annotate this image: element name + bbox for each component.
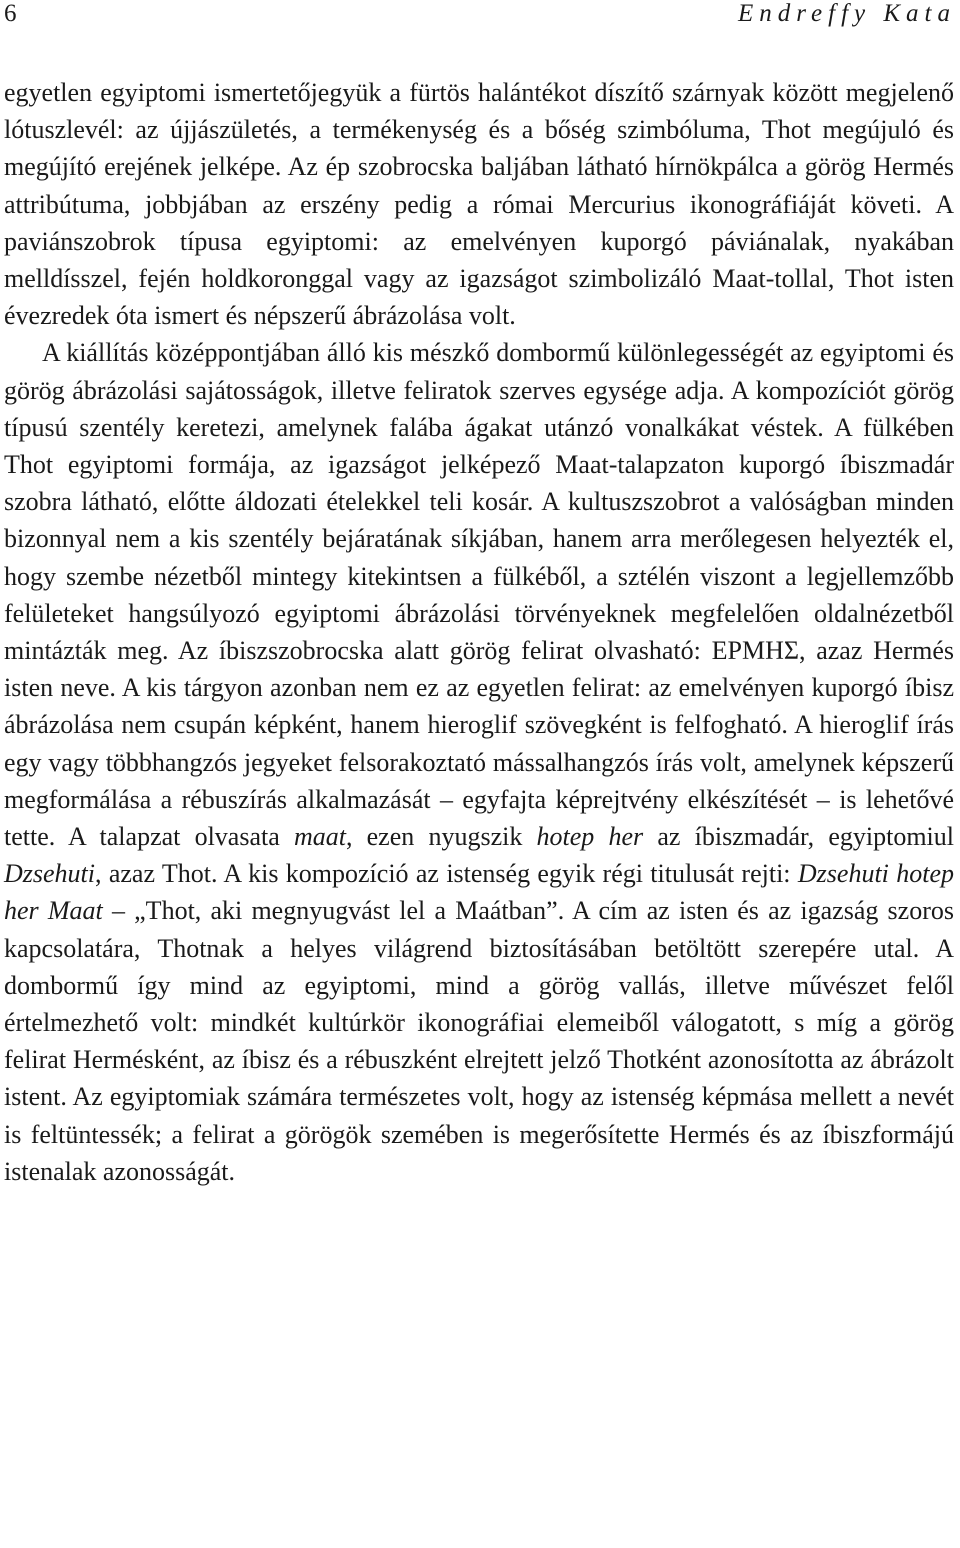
italic-term: hotep her	[536, 822, 644, 852]
text-run: az íbiszmadár, egyiptomiul	[643, 822, 954, 852]
text-run: A kiállítás középpontjában álló kis mészkő dombormű különlegességét az egyiptomi és görög ábrázolási sajátosságok, illetve feliratok szerves egysége adja. A kompozíciót görög típusú szentély keretezi, amelynek falába ágakat utánzó vonalkákat véstek. A fülkében Thot egyiptomi formája, az igazságot jelképező Maat-talapzaton kuporgó íbiszmadár szobra látható, előtte áldozati ételekkel teli kosár. A kultuszszobrot a valóságban minden bizonnyal nem a kis szentély bejáratának síkjában, hanem arra merőlegesen helyezték el, hogy szembe nézetből mintegy kitekintsen a fülkéből, a sztélén viszont a legjellemzőbb felületeket hangsúlyozó egyiptomi ábrázolási törvényeknek megfelelően oldalnézetből mintázták meg. Az íbiszszobrocska alatt görög felirat olvasható: ΕΡΜΗΣ, azaz Hermés isten neve. A kis tárgyon azonban nem ez az egyetlen felirat: az emelvényen kuporgó íbisz ábrázolása nem csupán képként, hanem hieroglif szövegként is felfogható. A hieroglif írás egy vagy többhangzós jegyeket felsorakoztató mássalhangzós írás volt, amelynek képszerű megformálása a rébuszírás alkalmazását – egyfajta képrejtvény elkészítését – is lehetővé tette. A talapzat olvasata	[4, 338, 954, 852]
italic-term: Dzsehuti	[4, 859, 95, 889]
paragraph	[4, 334, 954, 1190]
italic-term: Dzsehuti hotep her Maat	[4, 859, 955, 926]
running-head-author: Endreffy Kata	[737, 0, 956, 27]
body-text	[4, 74, 954, 1190]
text-run: , azaz Thot. A kis kompozíció az istenség egyik régi titulusát rejti:	[95, 859, 798, 889]
paragraph	[4, 74, 954, 334]
running-head	[4, 0, 956, 30]
italic-term: maat	[293, 822, 346, 852]
text-run: egyetlen egyiptomi ismertetőjegyük a fürtös halántékot díszítő szárnyak között megjelenő lótuszlevél: az újjászületés, a termékenység és a bőség szimbóluma, Thot megújuló és megújító erejének jelképe. Az ép szobrocska baljában látható hírnökpálca a görög Hermés attribútuma, jobbjában az erszény pedig a római Mercurius ikonográfiáját követi. A paviánszobrok típusa egyiptomi: az emelvényen kuporgó páviánalak, nyakában melldísszel, fején holdkoronggal vagy az igazságot szimbolizáló Maat-tollal, Thot isten évezredek óta ismert és népszerű ábrázolása volt.	[4, 78, 954, 331]
text-run: , ezen nyugszik	[345, 822, 537, 852]
text-run: – „Thot, aki megnyugvást lel a Maátban”. A cím az isten és az igazság szoros kapcsolatára, Thotnak a helyes világrend biztosításában betöltött szerepére utal. A dombormű így mind az egyiptomi, mind a görög vallás, illetve művészet felől értelmezhető volt: mindkét kultúrkör ikonográfiai elemeiből válogatott, s míg a görög felirat Hermésként, az íbisz és a rébuszként elrejtett jelző Thotként azonosította az ábrázolt istent. Az egyiptomiak számára természetes volt, hogy az istenség képmása mellett a nevét is feltüntessék; a felirat a görögök szemében is megerősítette Hermés és az íbiszformájú istenalak azonosságát.	[4, 896, 954, 1186]
page-number: 6	[4, 0, 17, 27]
